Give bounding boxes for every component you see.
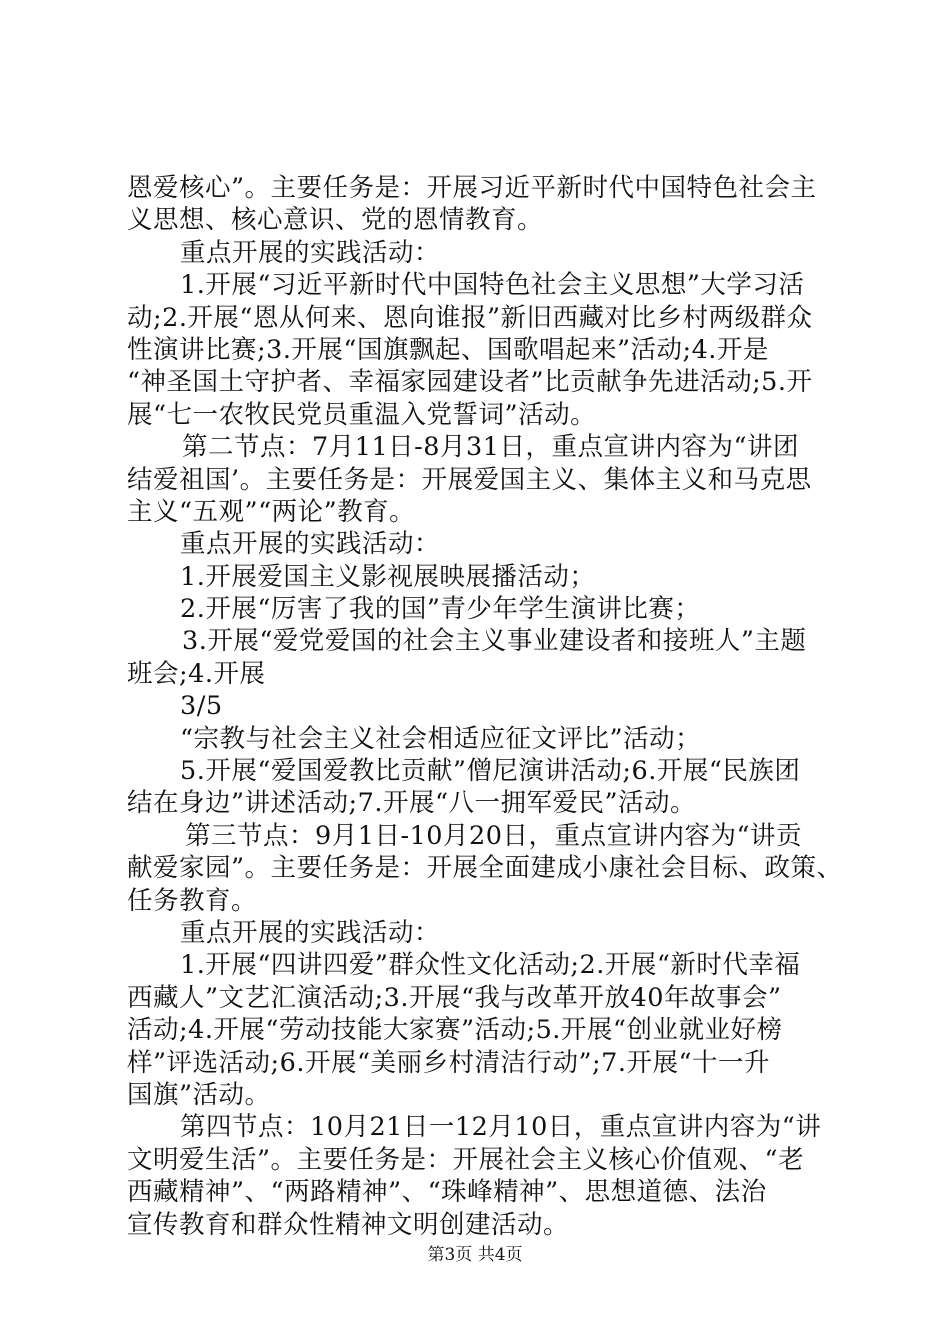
body-line: 宣传教育和群众性精神文明创建活动。 <box>127 1209 570 1240</box>
section-heading: 重点开展的实践活动： <box>180 529 441 560</box>
body-line: 西藏人”文艺汇演活动;3.开展“我与改革开放40年故事会” <box>127 982 782 1013</box>
body-line: 义思想、核心意识、党的恩情教育。 <box>127 205 544 236</box>
body-line: 性演讲比赛;3.开展“国旗飘起、国歌唱起来”活动;4.开是 <box>127 334 769 365</box>
page-footer <box>0 1244 950 1266</box>
body-line: 活动;4.开展“劳动技能大家赛”活动;5.开展“创业就业好榜 <box>127 1015 783 1046</box>
body-line: 动;2.开展“恩从何来、恩向谁报”新旧西藏对比乡村两级群众 <box>127 302 813 333</box>
body-line: 1.开展爱国主义影视展映展播活动； <box>180 561 596 592</box>
body-line: 国旗”活动。 <box>127 1079 271 1110</box>
body-line: 1.开展“四讲四爱”群众性文化活动;2.开展“新时代幸福 <box>180 950 801 981</box>
body-line: 献爱家园”。主要任务是：开展全面建成小康社会目标、政策、 <box>127 853 843 884</box>
body-line: 文明爱生活”。主要任务是：开展社会主义核心价值观、“老 <box>127 1144 805 1175</box>
body-line: 5.开展“爱国爱教比贡献”僧尼演讲活动;6.开展“民族团 <box>180 756 801 787</box>
body-line: “宗教与社会主义社会相适应征文评比”活动； <box>180 723 702 754</box>
section-heading: 重点开展的实践活动： <box>180 237 441 268</box>
body-line: 恩爱核心”。主要任务是：开展习近平新时代中国特色社会主 <box>127 173 817 203</box>
document-body <box>127 172 847 1241</box>
section-heading: 重点开展的实践活动： <box>180 917 441 948</box>
body-line: 样”评选活动;6.开展“美丽乡村清洁行动”;7.开展“十一升 <box>127 1047 770 1078</box>
body-line: 任务教育。 <box>127 885 258 916</box>
body-line: 2.开展“厉害了我的国”青少年学生演讲比赛； <box>180 594 701 625</box>
body-line: 1.开展“习近平新时代中国特色社会主义思想”大学习活 <box>180 270 805 301</box>
body-line: 西藏精神”、“两路精神”、“珠峰精神”、思想道德、法治 <box>127 1177 767 1208</box>
page-fraction: 3/5 <box>180 691 223 722</box>
body-line: 第二节点：7月11日-8月31日，重点宣讲内容为“讲团 <box>182 432 799 463</box>
body-line: 第四节点：10月21日一12月10日，重点宣讲内容为“讲 <box>180 1112 822 1143</box>
body-line: 主义“五观”“两论”教育。 <box>127 496 416 527</box>
page-number-label: 第3页 共4页 <box>427 1245 523 1265</box>
body-line: “神圣国土守护者、幸福家园建设者”比贡献争先进活动;5.开 <box>127 367 813 398</box>
body-line: 展“七一农牧民党员重温入党誓词”活动。 <box>127 399 597 430</box>
body-line: 3.开展“爱党爱国的社会主义事业建设者和接班人”主题 <box>182 626 807 657</box>
body-line: 第三节点：9月1日-10月20日，重点宣讲内容为“讲贡 <box>185 820 802 851</box>
body-line: 结爱祖国’。主要任务是：开展爱国主义、集体主义和马克思 <box>127 464 812 495</box>
body-line: 结在身边”讲述活动;7.开展“八一拥军爱民”活动。 <box>127 788 697 819</box>
body-line: 班会;4.开展 <box>127 658 266 689</box>
